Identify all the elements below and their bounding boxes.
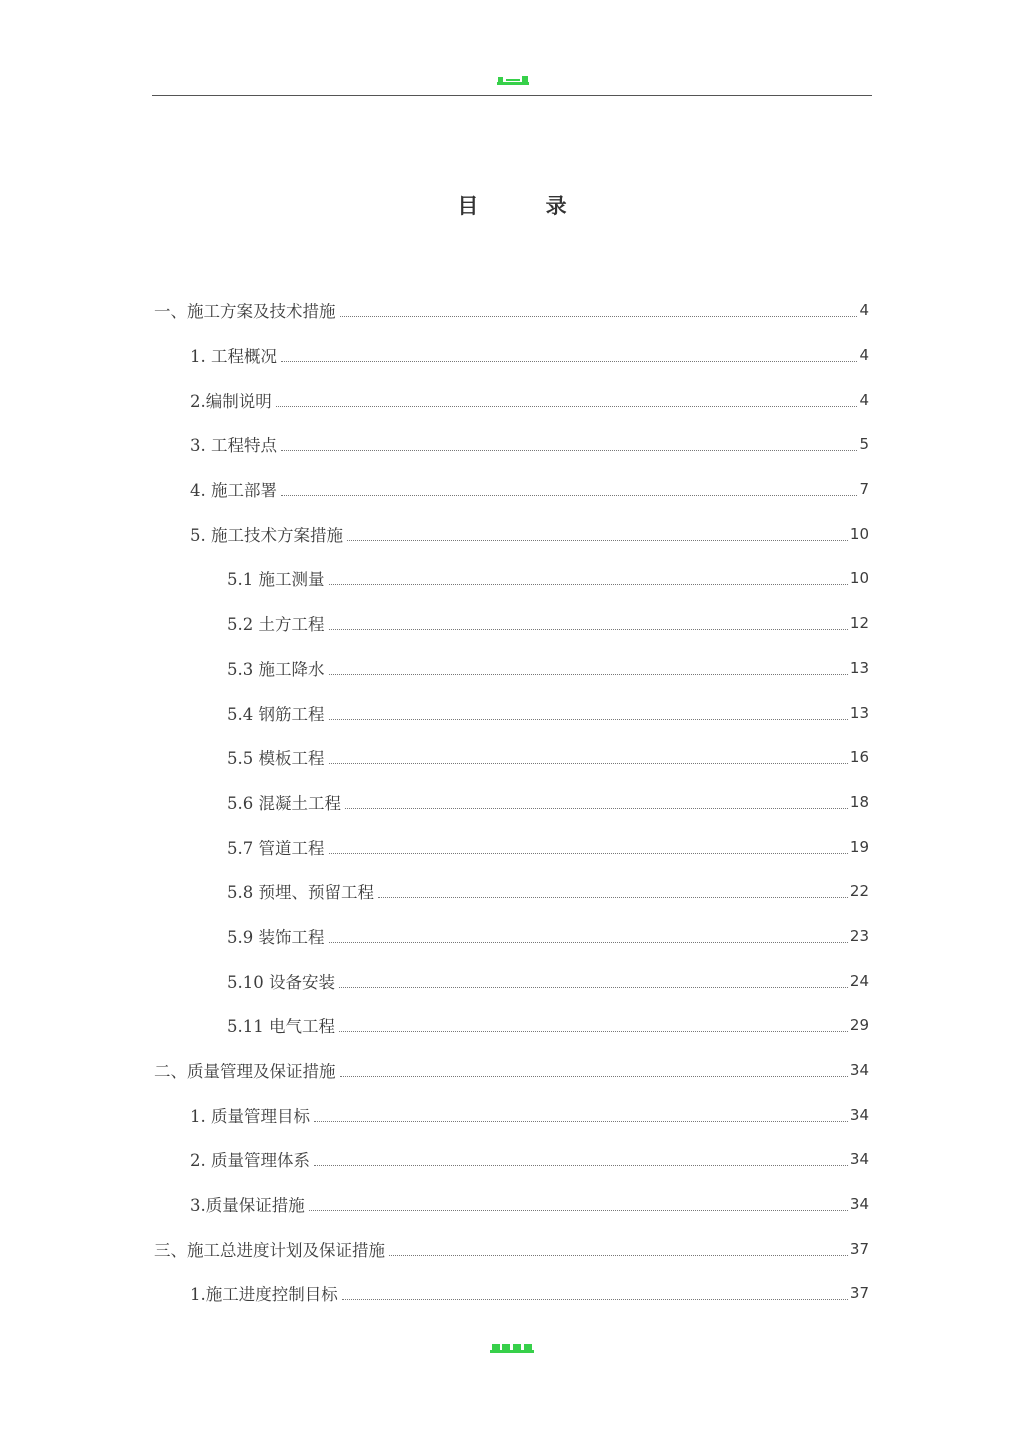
toc-entry-page-number: 10 (849, 569, 869, 588)
toc-entry-page-number: 37 (849, 1284, 869, 1303)
toc-entry-label: 5.5 模板工程 (227, 749, 325, 769)
toc-entry-label: 2. 质量管理体系 (190, 1151, 310, 1171)
toc-entry-page-number: 5 (859, 435, 869, 454)
toc-entry-label: 5.1 施工测量 (227, 570, 325, 590)
toc-dot-leader (281, 494, 857, 496)
toc-dot-leader (340, 1075, 848, 1077)
table-of-contents (0, 288, 1024, 1316)
toc-entry-label: 1.施工进度控制目标 (190, 1285, 338, 1305)
toc-entry[interactable] (0, 333, 1024, 378)
toc-entry-page-number: 24 (849, 971, 869, 990)
toc-entry[interactable] (0, 735, 1024, 780)
toc-dot-leader (329, 762, 848, 764)
toc-entry[interactable] (0, 780, 1024, 825)
toc-entry[interactable] (0, 556, 1024, 601)
toc-dot-leader (281, 360, 857, 362)
toc-dot-leader (329, 718, 848, 720)
header-rule (152, 95, 872, 96)
toc-dot-leader (329, 583, 848, 585)
toc-entry-label: 5. 施工技术方案措施 (190, 525, 343, 545)
toc-entry-page-number: 4 (859, 390, 869, 409)
toc-entry-label: 二、质量管理及保证措施 (154, 1062, 336, 1082)
toc-entry-page-number: 29 (849, 1016, 869, 1035)
toc-entry[interactable] (0, 1271, 1024, 1316)
toc-entry-label: 5.10 设备安装 (227, 972, 335, 992)
toc-entry-page-number: 10 (849, 524, 869, 543)
toc-entry-page-number: 4 (859, 301, 869, 320)
toc-dot-leader (329, 941, 848, 943)
toc-entry[interactable] (0, 377, 1024, 422)
toc-dot-leader (378, 896, 848, 898)
toc-dot-leader (347, 539, 848, 541)
toc-entry-label: 1. 工程概况 (190, 347, 277, 367)
toc-dot-leader (342, 1298, 848, 1300)
toc-entry-page-number: 37 (849, 1239, 869, 1258)
toc-entry[interactable] (0, 869, 1024, 914)
toc-dot-leader (340, 315, 858, 317)
toc-entry[interactable] (0, 958, 1024, 1003)
toc-entry-label: 3. 工程特点 (190, 436, 277, 456)
toc-entry[interactable] (0, 467, 1024, 512)
toc-entry[interactable] (0, 690, 1024, 735)
toc-dot-leader (345, 807, 848, 809)
toc-entry[interactable] (0, 914, 1024, 959)
toc-entry-label: 5.8 预埋、预留工程 (227, 883, 374, 903)
toc-entry-page-number: 34 (849, 1150, 869, 1169)
toc-entry-label: 3.质量保证措施 (190, 1196, 305, 1216)
toc-entry-page-number: 4 (859, 346, 869, 365)
toc-entry-page-number: 23 (849, 926, 869, 945)
toc-entry-page-number: 7 (859, 480, 869, 499)
toc-entry-label: 5.9 装饰工程 (227, 927, 325, 947)
header-logo (497, 74, 529, 86)
page-title: 目 录 (457, 194, 590, 218)
toc-entry-page-number: 34 (849, 1105, 869, 1124)
toc-entry[interactable] (0, 1003, 1024, 1048)
toc-entry[interactable] (0, 422, 1024, 467)
toc-dot-leader (389, 1254, 848, 1256)
toc-entry[interactable] (0, 646, 1024, 691)
toc-entry-label: 2.编制说明 (190, 391, 272, 411)
footer-logo-icon (490, 1342, 534, 1354)
toc-entry-label: 5.2 土方工程 (227, 615, 325, 635)
toc-entry[interactable] (0, 1092, 1024, 1137)
toc-dot-leader (329, 852, 848, 854)
toc-entry[interactable] (0, 1182, 1024, 1227)
toc-entry-label: 5.4 钢筋工程 (227, 704, 325, 724)
toc-dot-leader (276, 405, 858, 407)
toc-dot-leader (281, 449, 857, 451)
toc-entry[interactable] (0, 288, 1024, 333)
toc-entry-label: 5.3 施工降水 (227, 659, 325, 679)
toc-entry-page-number: 13 (849, 703, 869, 722)
toc-entry-page-number: 34 (849, 1061, 869, 1080)
toc-entry-label: 5.11 电气工程 (227, 1017, 335, 1037)
toc-entry-page-number: 16 (849, 748, 869, 767)
toc-dot-leader (329, 673, 848, 675)
toc-dot-leader (309, 1209, 848, 1211)
toc-entry-label: 三、施工总进度计划及保证措施 (154, 1240, 385, 1260)
toc-entry[interactable] (0, 1137, 1024, 1182)
toc-entry-page-number: 12 (849, 614, 869, 633)
header-logo-icon (497, 74, 529, 86)
toc-entry[interactable] (0, 601, 1024, 646)
toc-entry-label: 4. 施工部署 (190, 481, 277, 501)
toc-entry-label: 5.7 管道工程 (227, 838, 325, 858)
toc-dot-leader (314, 1164, 848, 1166)
toc-entry[interactable] (0, 824, 1024, 869)
toc-entry-page-number: 18 (849, 792, 869, 811)
toc-dot-leader (314, 1120, 848, 1122)
toc-entry[interactable] (0, 1226, 1024, 1271)
toc-entry-label: 1. 质量管理目标 (190, 1106, 310, 1126)
footer-logo (490, 1342, 534, 1354)
toc-dot-leader (339, 986, 848, 988)
toc-entry-page-number: 22 (849, 882, 869, 901)
toc-entry-page-number: 34 (849, 1195, 869, 1214)
toc-entry-page-number: 19 (849, 837, 869, 856)
toc-entry[interactable] (0, 511, 1024, 556)
toc-dot-leader (339, 1030, 848, 1032)
toc-entry-label: 5.6 混凝土工程 (227, 793, 341, 813)
toc-entry-label: 一、施工方案及技术措施 (154, 302, 336, 322)
toc-entry-page-number: 13 (849, 658, 869, 677)
toc-entry[interactable] (0, 1048, 1024, 1093)
toc-dot-leader (329, 628, 848, 630)
